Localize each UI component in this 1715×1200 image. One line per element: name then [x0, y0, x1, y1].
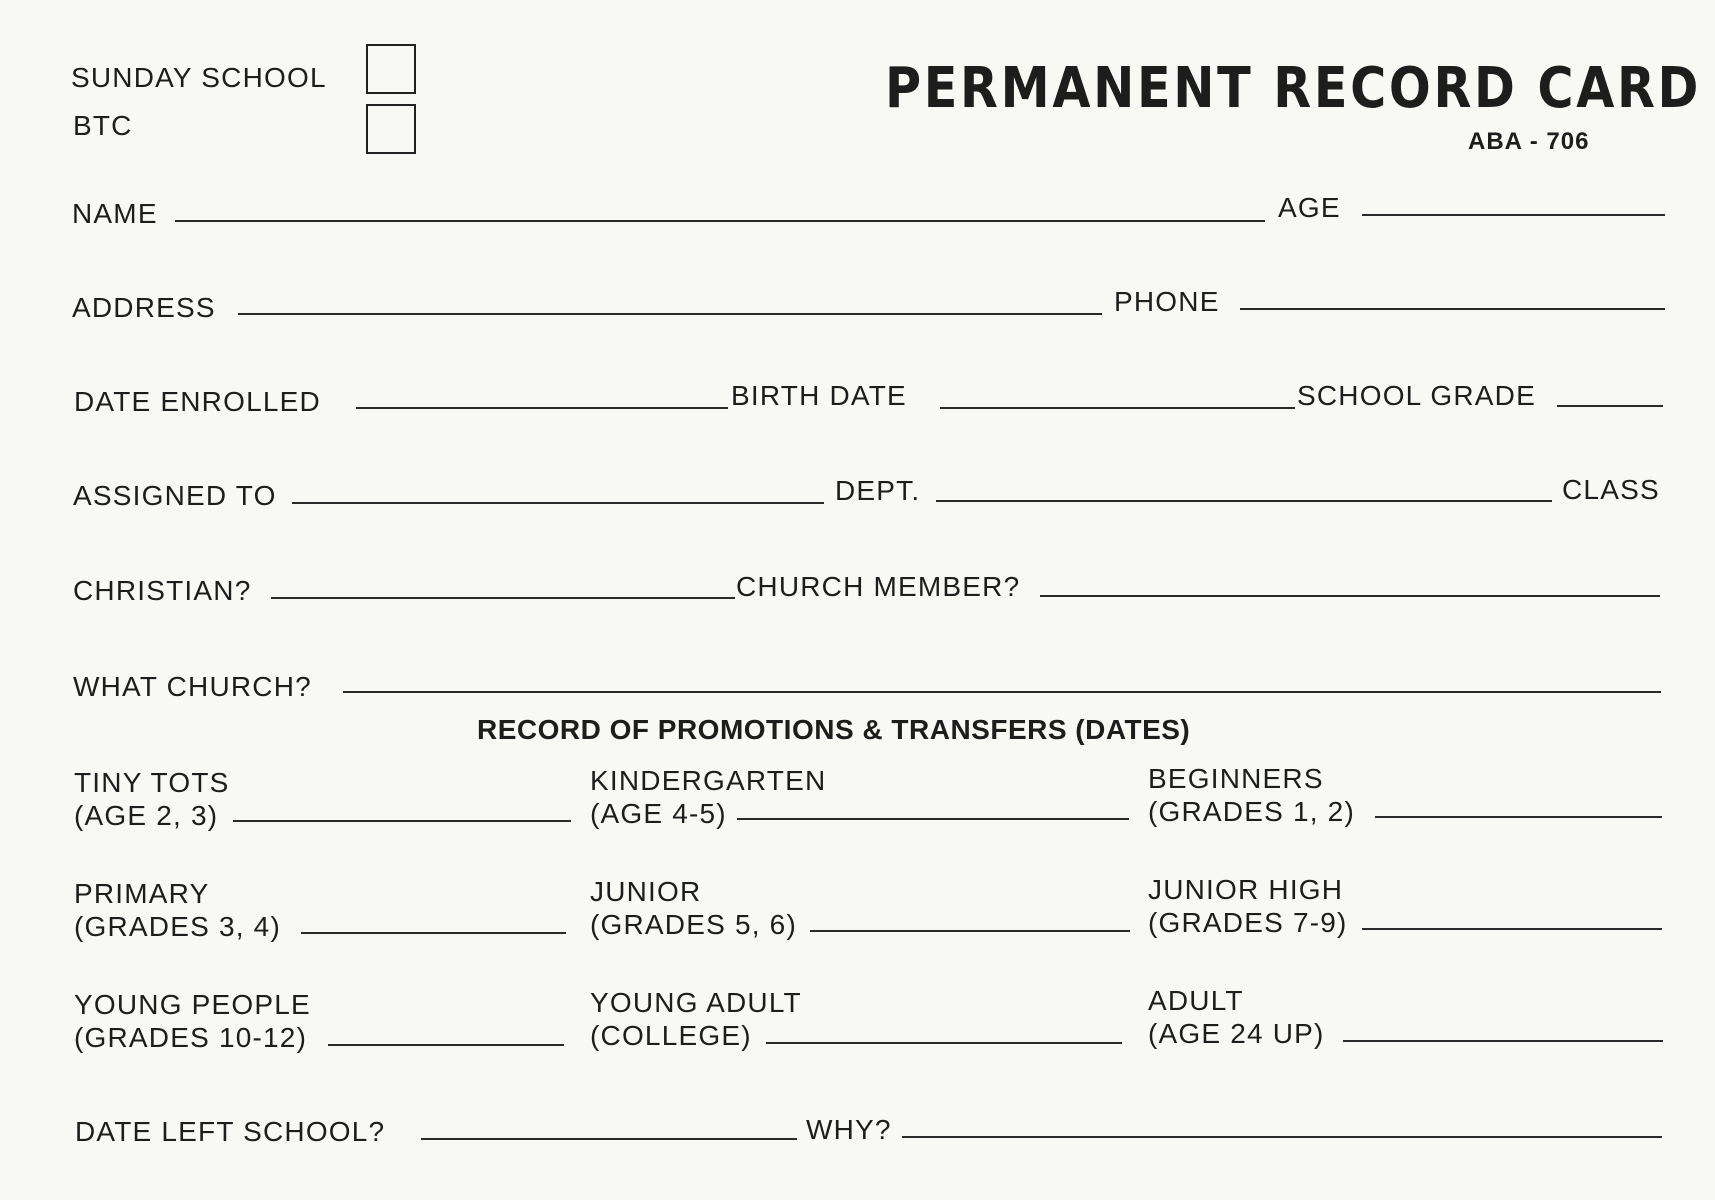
church-member-label: CHURCH MEMBER?: [736, 571, 1021, 602]
promotion-name: PRIMARY: [74, 878, 210, 909]
sunday-school-checkbox[interactable]: [366, 44, 416, 94]
promotion-date-field[interactable]: [301, 932, 566, 934]
promotion-date-field[interactable]: [810, 930, 1130, 932]
church-member-field[interactable]: [1040, 595, 1660, 597]
birth-date-label: BIRTH DATE: [731, 380, 907, 411]
what-church-label: WHAT CHURCH?: [73, 671, 312, 702]
phone-field[interactable]: [1240, 308, 1665, 310]
promotion-date-field[interactable]: [328, 1044, 564, 1046]
assigned-to-field[interactable]: [292, 502, 824, 504]
promotion-name: TINY TOTS: [74, 767, 230, 798]
dept-field[interactable]: [936, 500, 1552, 502]
promotion-label: [74, 988, 311, 1054]
birth-date-field[interactable]: [940, 407, 1295, 409]
promotion-date-field[interactable]: [737, 818, 1129, 820]
promotion-label: [590, 764, 826, 830]
assigned-to-label: ASSIGNED TO: [73, 480, 277, 511]
form-code: ABA - 706: [1468, 128, 1590, 155]
name-field[interactable]: [175, 220, 1265, 222]
address-field[interactable]: [238, 313, 1102, 315]
what-church-field[interactable]: [343, 691, 1661, 693]
promotion-label: [74, 766, 230, 832]
promotion-name: YOUNG ADULT: [590, 987, 802, 1018]
date-enrolled-label: DATE ENROLLED: [74, 386, 321, 417]
promotion-range: (AGE 4-5): [590, 798, 727, 829]
promotion-name: BEGINNERS: [1148, 763, 1324, 794]
promotion-label: [74, 877, 281, 943]
date-left-label: DATE LEFT SCHOOL?: [75, 1116, 386, 1147]
promotion-label: [590, 875, 797, 941]
promotion-name: JUNIOR: [590, 876, 702, 907]
promotion-name: ADULT: [1148, 985, 1244, 1016]
name-label: NAME: [72, 198, 158, 229]
promotion-range: (GRADES 3, 4): [74, 911, 281, 942]
promotion-label: [1148, 762, 1355, 828]
address-label: ADDRESS: [72, 292, 216, 323]
btc-checkbox[interactable]: [366, 104, 416, 154]
promotion-date-field[interactable]: [1375, 816, 1662, 818]
why-label: WHY?: [806, 1114, 892, 1145]
promotion-range: (GRADES 1, 2): [1148, 796, 1355, 827]
promotion-range: (GRADES 5, 6): [590, 909, 797, 940]
promotion-name: JUNIOR HIGH: [1148, 874, 1344, 905]
date-left-field[interactable]: [421, 1138, 797, 1140]
why-field[interactable]: [902, 1136, 1662, 1138]
promotion-range: (AGE 24 UP): [1148, 1018, 1325, 1049]
christian-label: CHRISTIAN?: [73, 575, 252, 606]
date-enrolled-field[interactable]: [356, 407, 728, 409]
promotion-date-field[interactable]: [766, 1042, 1122, 1044]
school-grade-field[interactable]: [1557, 405, 1663, 407]
class-label: CLASS: [1562, 474, 1660, 505]
promotion-date-field[interactable]: [233, 820, 571, 822]
btc-label: BTC: [73, 110, 133, 141]
school-grade-label: SCHOOL GRADE: [1297, 380, 1536, 411]
section-title: RECORD OF PROMOTIONS & TRANSFERS (DATES): [477, 714, 1191, 745]
promotion-range: (GRADES 10-12): [74, 1022, 308, 1053]
promotion-name: YOUNG PEOPLE: [74, 989, 311, 1020]
age-field[interactable]: [1362, 214, 1665, 216]
promotion-label: [1148, 873, 1348, 939]
christian-field[interactable]: [271, 597, 735, 599]
age-label: AGE: [1278, 192, 1341, 223]
page-title: PERMANENT RECORD CARD: [885, 56, 1702, 121]
promotion-range: (COLLEGE): [590, 1020, 752, 1051]
dept-label: DEPT.: [835, 475, 921, 506]
promotion-range: (AGE 2, 3): [74, 800, 219, 831]
promotion-date-field[interactable]: [1362, 928, 1662, 930]
sunday-school-label: SUNDAY SCHOOL: [71, 62, 327, 93]
promotion-label: [1148, 984, 1325, 1050]
promotion-range: (GRADES 7-9): [1148, 907, 1348, 938]
phone-label: PHONE: [1114, 286, 1220, 317]
promotion-name: KINDERGARTEN: [590, 765, 827, 796]
promotion-date-field[interactable]: [1343, 1040, 1663, 1042]
